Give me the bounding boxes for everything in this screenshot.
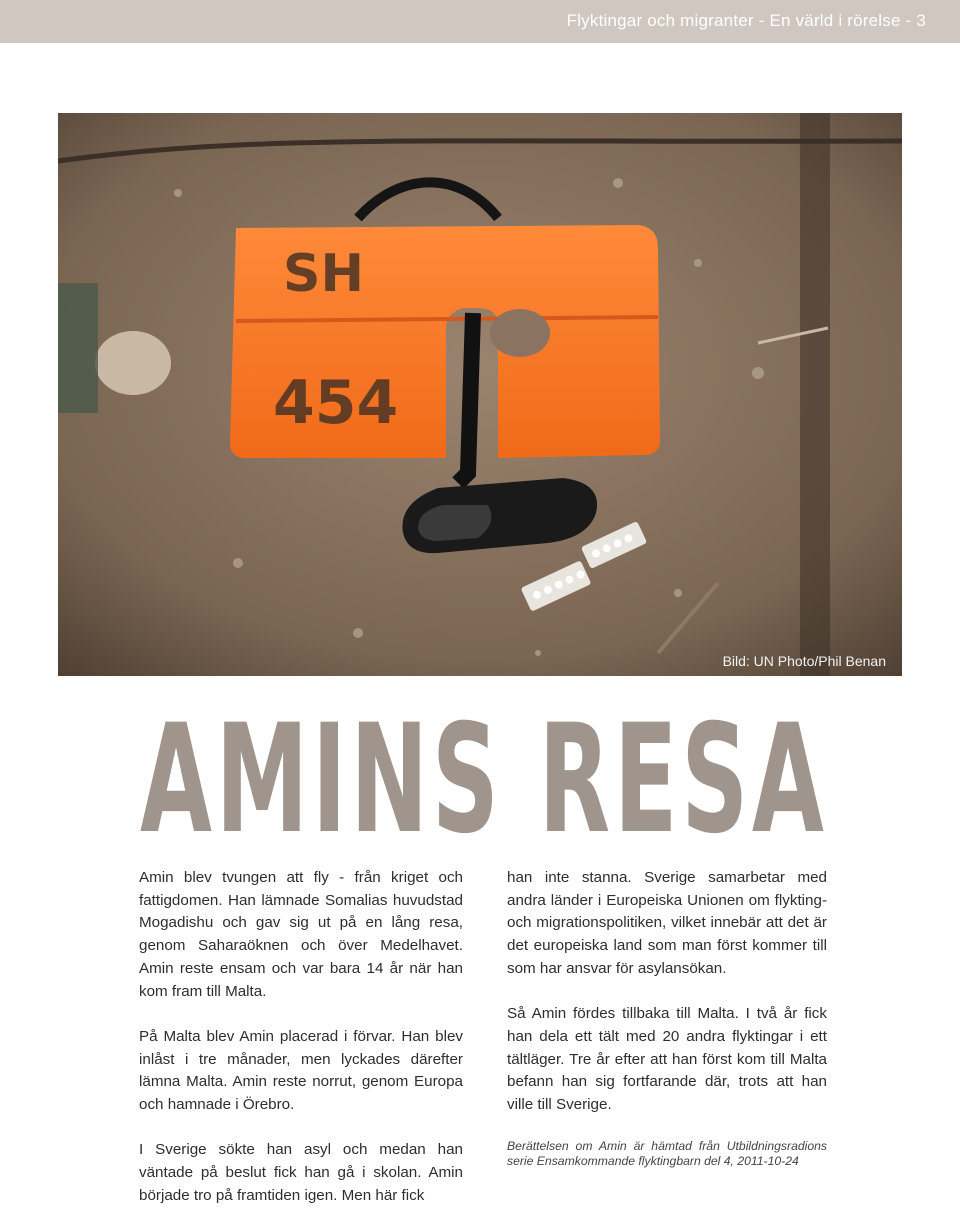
paragraph: Så Amin fördes tillbaka till Malta. I två år fick han dela ett tält med 20 andra flyktingar i ett tältläger. Tre år efter att han först kom till Malta befann han sig fortfarande där, trots att han ville till Sverige. — [507, 1005, 827, 1114]
article-photo — [58, 113, 902, 676]
vest-marking-bottom: 454 — [273, 368, 399, 438]
paragraph: I Sverige sökte han asyl och medan han väntade på beslut fick han gå i skolan. Amin började tro på framtiden igen. Men här fick — [139, 1141, 463, 1204]
paragraph: Amin blev tvungen att fly - från kriget och fattigdomen. Han lämnade Somalias huvudstad Mogadishu och gav sig ut på en lång resa, genom Saharaöknen och över Medelhavet. Amin reste ensam och var bara 14 år när han kom fram till Malta. — [139, 869, 463, 1000]
source-note: Berättelsen om Amin är hämtad från Utbildningsradions serie Ensamkommande flyktingbarn del 4, 2011-10-24 — [507, 1139, 827, 1169]
article-title: AMINS RESA — [140, 693, 828, 867]
header-bar — [0, 0, 960, 43]
photo-credit: Bild: UN Photo/Phil Benan — [722, 653, 886, 669]
paragraph: På Malta blev Amin placerad i förvar. Han blev inlåst i tre månader, men lyckades därefter lämna Malta. Amin reste norrut, genom Europa och hamnade i Örebro. — [139, 1027, 463, 1114]
life-vest — [230, 225, 660, 458]
left-column — [139, 867, 463, 1230]
running-title: Flyktingar och migranter - En värld i rörelse - 3 — [566, 11, 926, 30]
right-column — [507, 867, 827, 1192]
vest-marking-top: SH — [283, 244, 364, 304]
paragraph: han inte stanna. Sverige samarbetar med andra länder i Europeiska Unionen om flykting- och migrationspolitiken, vilket innebär att det är det europeiska land som man först kommer till som har ansvar för asylansökan. — [507, 869, 827, 977]
life-vest-illustration — [58, 113, 902, 676]
